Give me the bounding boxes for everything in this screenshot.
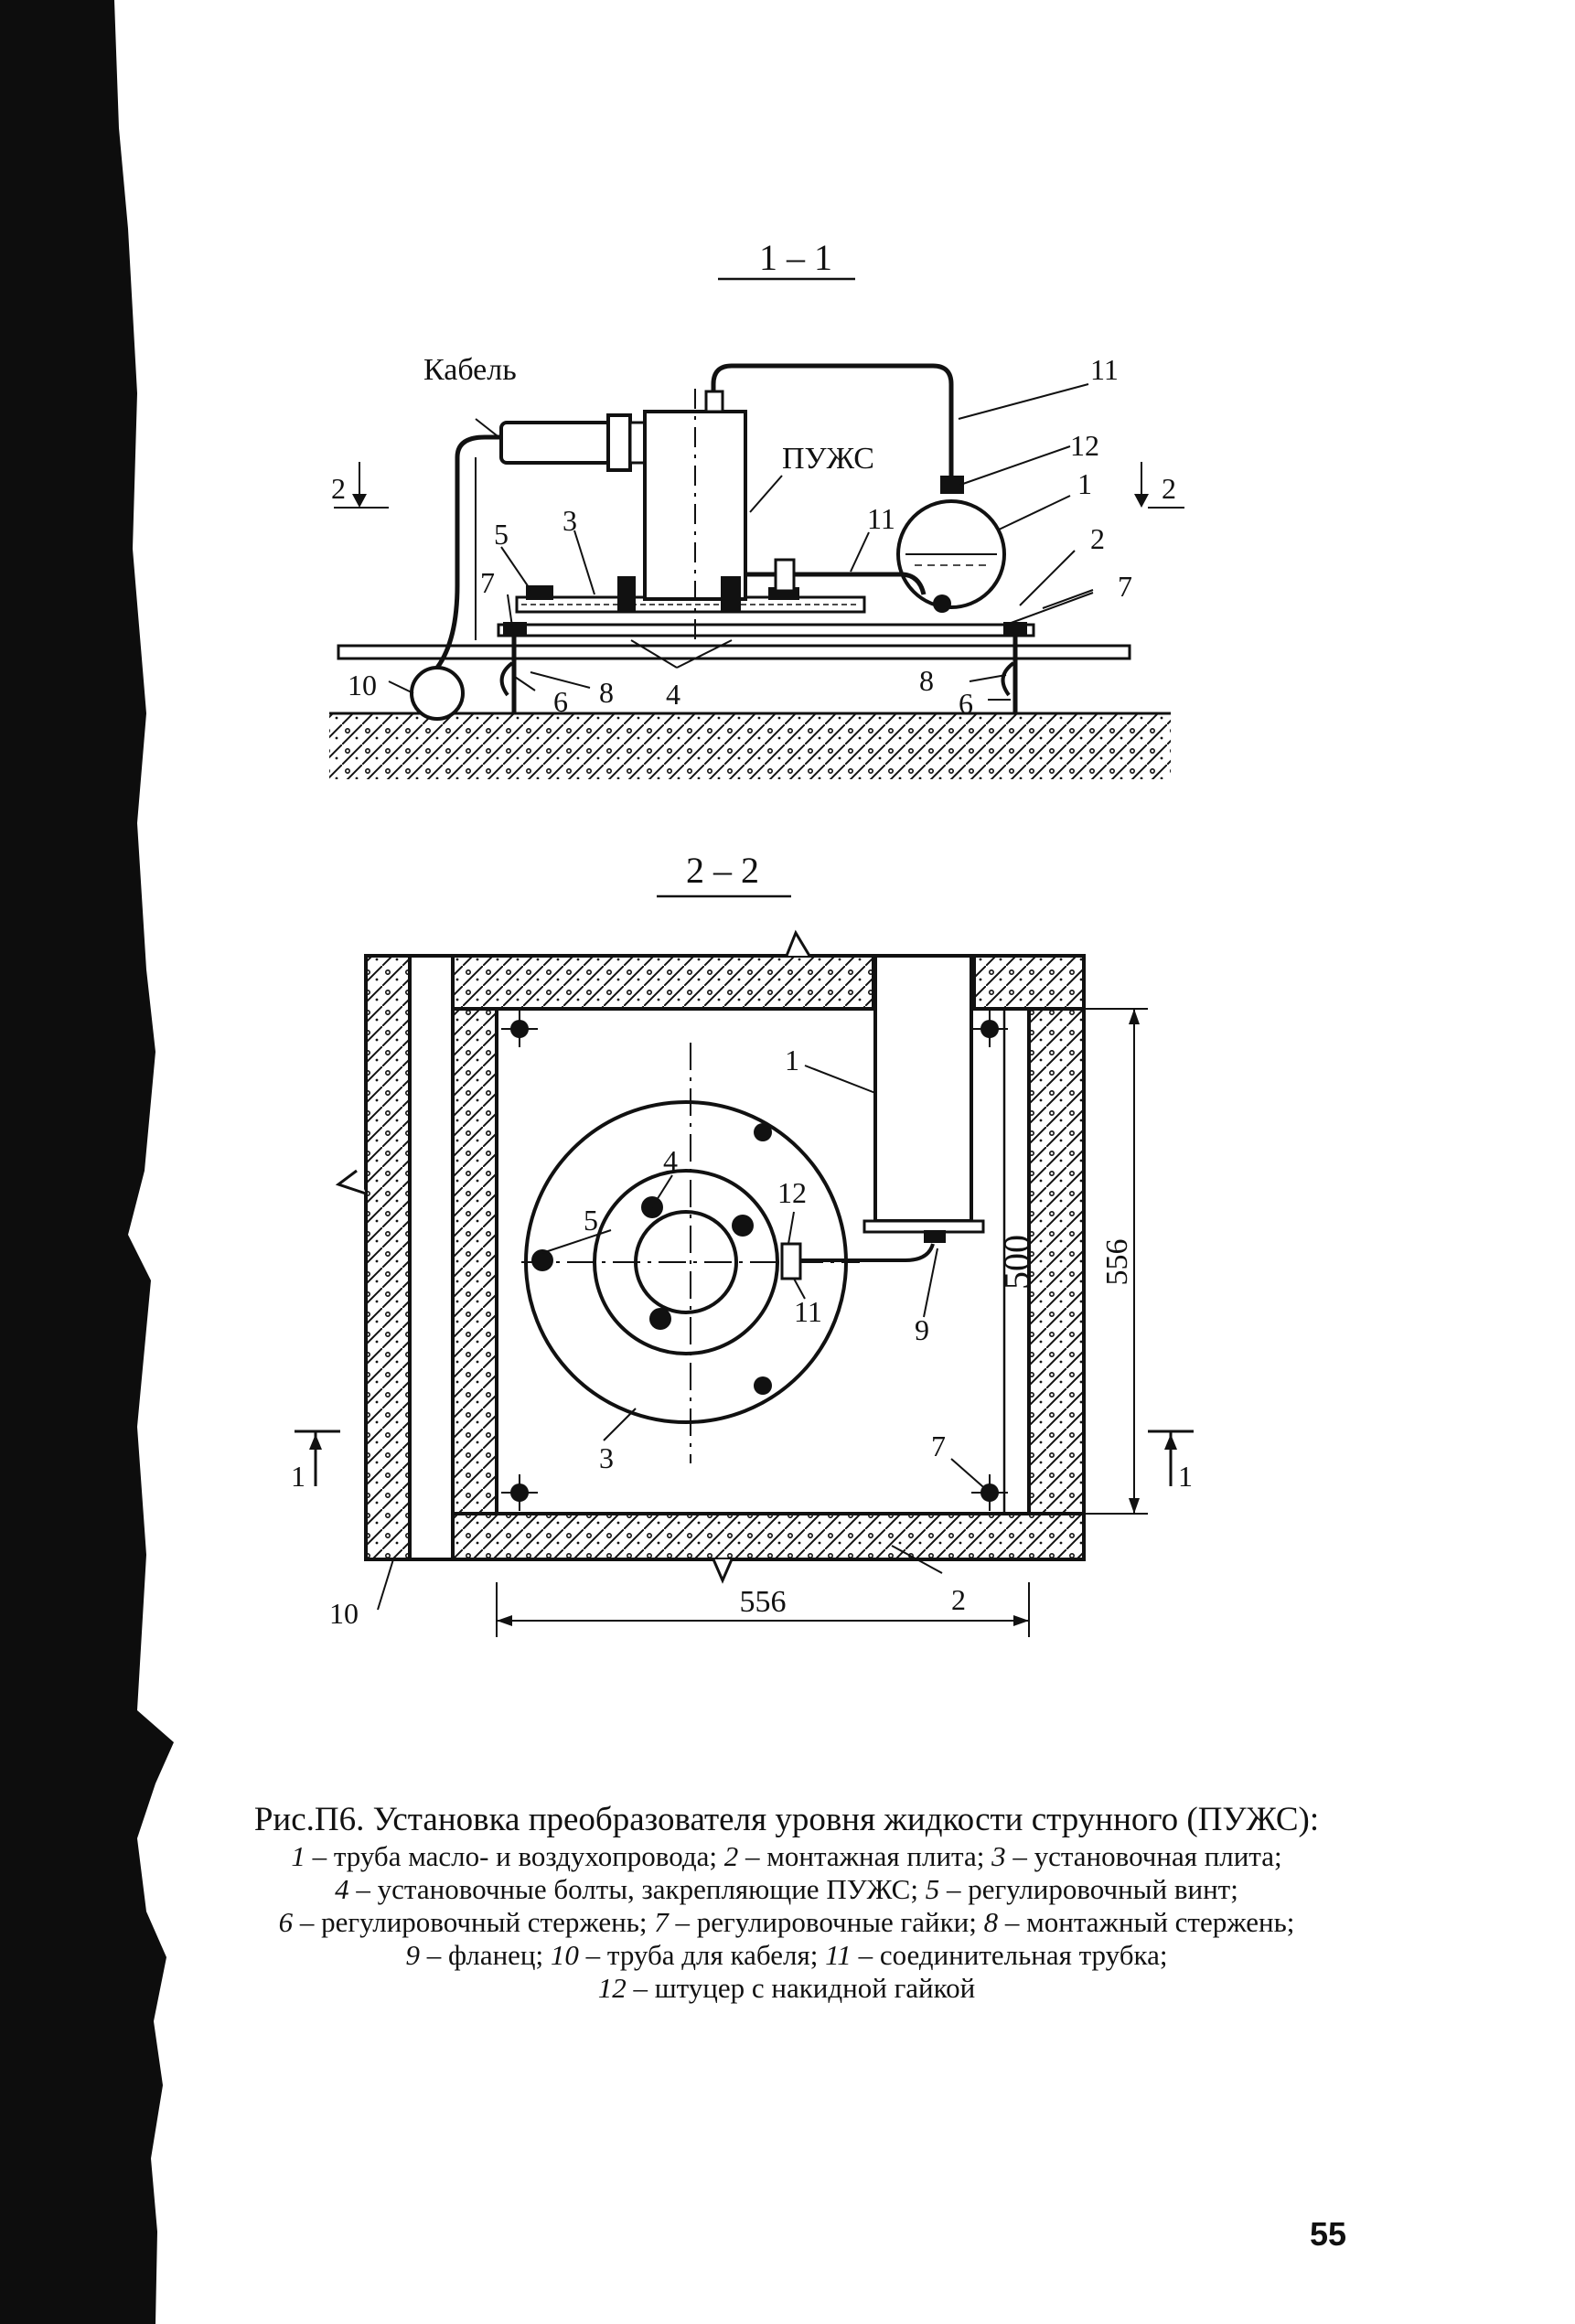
figure-caption	[155, 1800, 1418, 2005]
plan-callout-7: 7	[931, 1430, 946, 1462]
section-mark-1-left: 1	[291, 1460, 305, 1493]
callout-4: 4	[666, 678, 680, 711]
plan-callout-10: 10	[329, 1597, 359, 1630]
plan-callout-11: 11	[794, 1295, 822, 1328]
pipe-1	[875, 956, 971, 1221]
caption-title: Рис.П6. Установка преобразователя уровня жидкости струнного (ПУЖС):	[253, 1801, 1320, 1838]
caption-line-5: 12 – штуцер с накидной гайкой	[597, 1972, 976, 2004]
plan-callout-4: 4	[663, 1144, 678, 1177]
caption-line-4: 9 – фланец; 10 – труба для кабеля; 11 – соединительная трубка;	[405, 1939, 1168, 1971]
cable-label: Кабель	[423, 353, 517, 387]
section-1-1	[329, 237, 1184, 779]
section-2-2	[291, 850, 1194, 1637]
callout-2-right-mark: 2	[1162, 472, 1176, 505]
plan-callout-12: 12	[777, 1176, 807, 1209]
plan-callout-2: 2	[951, 1583, 966, 1616]
callout-10: 10	[348, 669, 377, 701]
caption-line-2: 4 – установочные болты, закрепляющие ПУЖС; 5 – регулировочный винт;	[335, 1873, 1238, 1905]
floor-plate	[338, 646, 1130, 659]
plan-callout-9: 9	[915, 1313, 929, 1346]
callout-6-right: 6	[959, 687, 973, 720]
callout-12: 12	[1070, 429, 1099, 462]
callout-3: 3	[562, 504, 577, 537]
callout-8-left: 8	[599, 676, 614, 709]
callout-7-right: 7	[1118, 570, 1132, 603]
ground-hatch	[329, 713, 1171, 779]
plan-callout-3: 3	[599, 1441, 614, 1474]
callout-8-right: 8	[919, 664, 934, 697]
plan-callout-1: 1	[785, 1044, 799, 1076]
dim-width-556: 556	[739, 1585, 787, 1619]
section-1-1-title: 1 – 1	[759, 237, 832, 278]
cable-pipe	[412, 668, 463, 719]
callout-7-left: 7	[480, 566, 495, 599]
page-number: 55	[1310, 2215, 1347, 2253]
section-mark-1-right: 1	[1178, 1460, 1193, 1493]
callout-2-left-mark: 2	[331, 472, 346, 505]
callout-2: 2	[1090, 522, 1105, 555]
callout-1: 1	[1077, 467, 1092, 500]
mounting-plate	[498, 625, 1034, 636]
caption-line-1: 1 – труба масло- и воздухопровода; 2 – монтажная плита; 3 – установочная плита;	[291, 1840, 1282, 1872]
plan-callout-5: 5	[584, 1204, 598, 1237]
cable-connector	[501, 423, 611, 463]
puzhs-label: ПУЖС	[782, 442, 874, 476]
callout-11-top: 11	[1090, 353, 1119, 386]
callout-5: 5	[494, 518, 509, 551]
callout-11-mid: 11	[867, 502, 895, 535]
caption-line-3: 6 – регулировочный стержень; 7 – регулировочные гайки; 8 – монтажный стержень;	[278, 1906, 1295, 1938]
dim-height-500: 500	[996, 1235, 1037, 1290]
dim-height-556: 556	[1100, 1238, 1134, 1286]
callout-6-left: 6	[553, 685, 568, 718]
section-2-2-title: 2 – 2	[686, 850, 759, 891]
